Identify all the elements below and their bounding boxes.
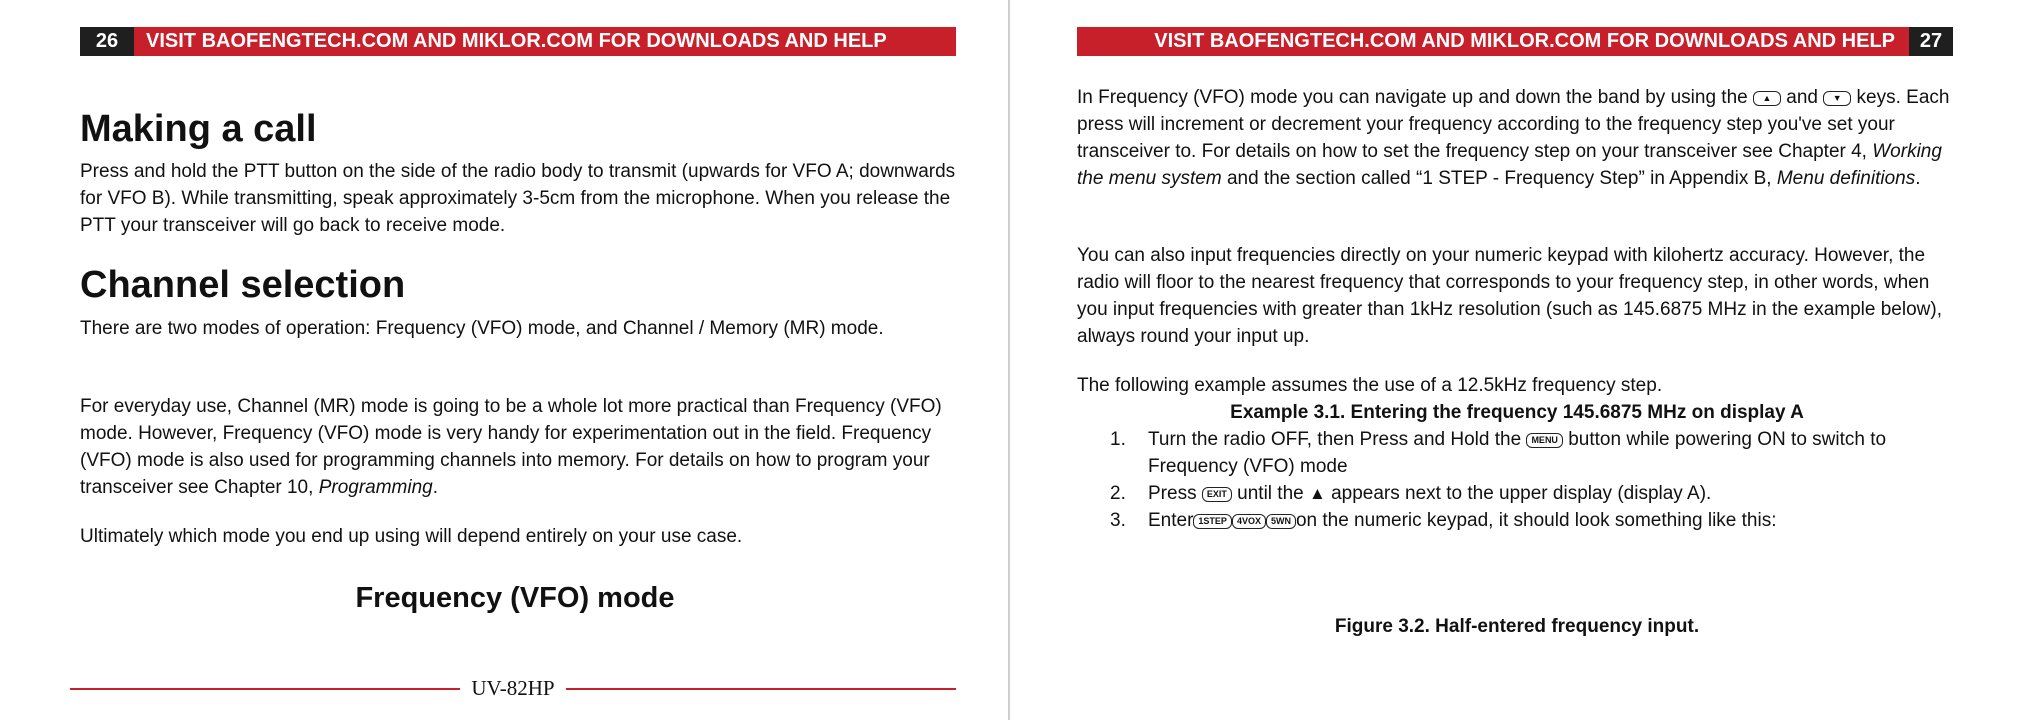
step-text bbox=[1148, 426, 1955, 480]
everyday-text: For everyday use, Channel (MR) mode is going to be a whole lot more practical than Frequency (VFO) mode. However, Frequency (VFO) mode is very handy for experimentation out in the field. Frequency (VFO) mode is also used for programming channels into memory. For details on how to program your transceiver see Chapter 10, bbox=[80, 396, 942, 498]
right-header-text: VISIT BAOFENGTECH.COM AND MIKLOR.COM FOR DOWNLOADS AND HELP bbox=[1077, 27, 1909, 56]
direct-input-paragraph: You can also input frequencies directly on your numeric keypad with kilohertz accuracy. However, the radio will floor to the nearest frequency that corresponds to your frequency step, in other words, when you input frequencies with greater than 1kHz resolution (such as 145.6875 MHz in the example below), always round your input up. bbox=[1077, 245, 1942, 347]
step-3-pre: Enter bbox=[1148, 510, 1194, 531]
steps-list bbox=[1110, 426, 1955, 534]
list-item bbox=[1110, 507, 1955, 534]
step-2-post: appears next to the upper display (display A). bbox=[1325, 483, 1712, 504]
example-title: Example 3.1. Entering the frequency 145.6875 MHz on display A bbox=[1230, 402, 1804, 423]
vfo-navigation-paragraph bbox=[1077, 84, 1957, 192]
para1-text: In Frequency (VFO) mode you can navigate up and down the band by using the bbox=[1077, 87, 1753, 108]
left-footer bbox=[70, 676, 956, 700]
exit-key-icon: EXIT bbox=[1202, 487, 1232, 502]
right-header-bar bbox=[1077, 27, 1953, 56]
everyday-end: . bbox=[432, 477, 439, 498]
step-3-post: on the numeric keypad, it should look something like this: bbox=[1295, 510, 1777, 531]
left-header-text: VISIT BAOFENGTECH.COM AND MIKLOR.COM FOR DOWNLOADS AND HELP bbox=[134, 27, 956, 56]
left-header-bar bbox=[80, 27, 956, 56]
left-page-number: 26 bbox=[80, 27, 134, 56]
footer-model: UV-82HP bbox=[461, 676, 564, 700]
making-call-heading: Making a call bbox=[80, 108, 317, 150]
list-item bbox=[1110, 426, 1955, 480]
key-5wn-icon: 5WN bbox=[1266, 514, 1296, 529]
triangle-up-icon: ▲ bbox=[1308, 484, 1326, 503]
right-page-number: 27 bbox=[1909, 27, 1953, 56]
list-item bbox=[1110, 480, 1955, 507]
step-text bbox=[1148, 480, 1711, 507]
programming-emphasis: Programming bbox=[318, 477, 433, 498]
step-number: 3. bbox=[1110, 510, 1126, 531]
ultimately-body: Ultimately which mode you end up using will depend entirely on your use case. bbox=[80, 526, 743, 547]
down-arrow-key-icon: ▼ bbox=[1823, 91, 1851, 106]
step-1-pre: Turn the radio OFF, then Press and Hold the bbox=[1148, 429, 1527, 450]
para1-and: and bbox=[1780, 87, 1824, 108]
example-intro-paragraph: The following example assumes the use of a 12.5kHz frequency step. bbox=[1077, 375, 1663, 396]
figure-caption: Figure 3.2. Half-entered frequency input. bbox=[1334, 616, 1700, 637]
step-2-pre: Press bbox=[1148, 483, 1202, 504]
para1-end: . bbox=[1915, 168, 1921, 189]
menu-system-emphasis: Working the menu system bbox=[1077, 141, 1942, 189]
step-1-post: button while powering ON to switch to Frequency (VFO) mode bbox=[1148, 429, 1887, 477]
everyday-use-body bbox=[80, 393, 960, 501]
step-2-mid: until the bbox=[1231, 483, 1309, 504]
step-text bbox=[1148, 507, 1777, 534]
para1-text-2: keys. Each press will increment or decrement your frequency according to the frequency step you've set your transceiver to. For details on how to set the frequency step on your transceiver see Chapter 4, bbox=[1077, 87, 1950, 162]
channel-selection-heading: Channel selection bbox=[80, 264, 406, 306]
right-page bbox=[1010, 0, 2018, 720]
menu-definitions-emphasis: Menu definitions bbox=[1776, 168, 1916, 189]
step-number: 2. bbox=[1110, 483, 1126, 504]
up-arrow-key-icon: ▲ bbox=[1753, 91, 1781, 106]
key-4vox-icon: 4VOX bbox=[1232, 514, 1266, 529]
making-call-body: Press and hold the PTT button on the side of the radio body to transmit (upwards for VFO A; downwards for VFO B). While transmitting, speak approximately 3-5cm from the microphone. When you release the PTT your transceiver will go back to receive mode. bbox=[80, 161, 956, 236]
para1-text-3: and the section called “1 STEP - Frequency Step” in Appendix B, bbox=[1221, 168, 1777, 189]
vfo-mode-heading: Frequency (VFO) mode bbox=[355, 582, 675, 614]
left-page bbox=[0, 0, 1008, 720]
step-number: 1. bbox=[1110, 429, 1126, 450]
key-1step-icon: 1STEP bbox=[1193, 514, 1232, 529]
menu-key-icon: MENU bbox=[1526, 433, 1563, 448]
channel-selection-body: There are two modes of operation: Frequency (VFO) mode, and Channel / Memory (MR) mode. bbox=[80, 318, 884, 339]
